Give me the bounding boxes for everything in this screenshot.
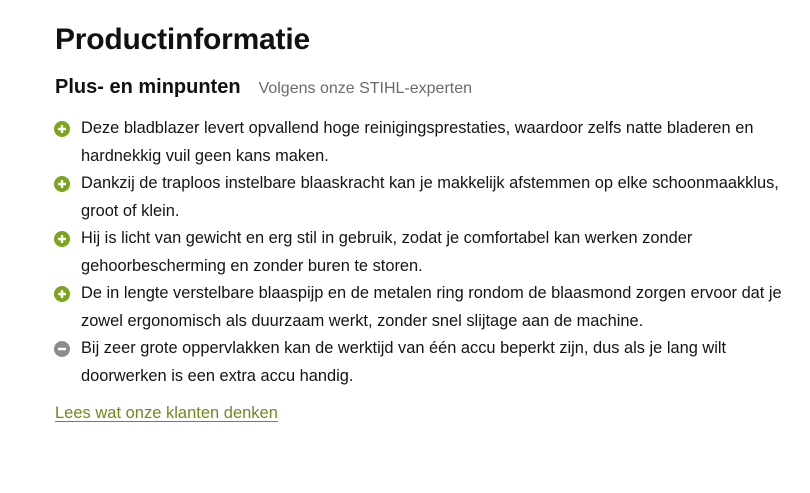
pros-cons-header [55, 76, 795, 99]
minus-circle-icon [54, 341, 70, 357]
pros-cons-subtitle: Volgens onze STIHL-experten [258, 80, 473, 97]
customer-reviews-link[interactable]: Lees wat onze klanten denken [55, 404, 278, 422]
list-item-text: Hij is licht van gewicht en erg stil in gebruik, zodat je comfortabel kan werken zonder gehoorbescherming en zonder buren te storen. [81, 229, 693, 275]
list-item-text: Dankzij de traploos instelbare blaaskracht kan je makkelijk afstemmen op elke schoonmaakklus, groot of klein. [81, 174, 779, 220]
list-item [55, 170, 795, 225]
list-item [55, 280, 795, 335]
plus-circle-icon [54, 121, 70, 137]
pros-cons-list [55, 115, 795, 390]
pros-cons-title: Plus- en minpunten [55, 76, 241, 98]
plus-circle-icon [54, 176, 70, 192]
page-title: Productinformatie [55, 23, 310, 56]
list-item [55, 115, 795, 170]
list-item [55, 225, 795, 280]
list-item-text: Bij zeer grote oppervlakken kan de werktijd van één accu beperkt zijn, dus als je lang wilt doorwerken is een extra accu handig. [81, 339, 727, 385]
list-item-text: De in lengte verstelbare blaaspijp en de metalen ring rondom de blaasmond zorgen ervoor dat je zowel ergonomisch als duurzaam werkt, zonder snel slijtage aan de machine. [81, 284, 782, 330]
plus-circle-icon [54, 231, 70, 247]
plus-circle-icon [54, 286, 70, 302]
list-item [55, 335, 795, 390]
list-item-text: Deze bladblazer levert opvallend hoge reinigingsprestaties, waardoor zelfs natte bladeren en hardnekkig vuil geen kans maken. [81, 119, 754, 165]
product-info-section [55, 18, 795, 423]
